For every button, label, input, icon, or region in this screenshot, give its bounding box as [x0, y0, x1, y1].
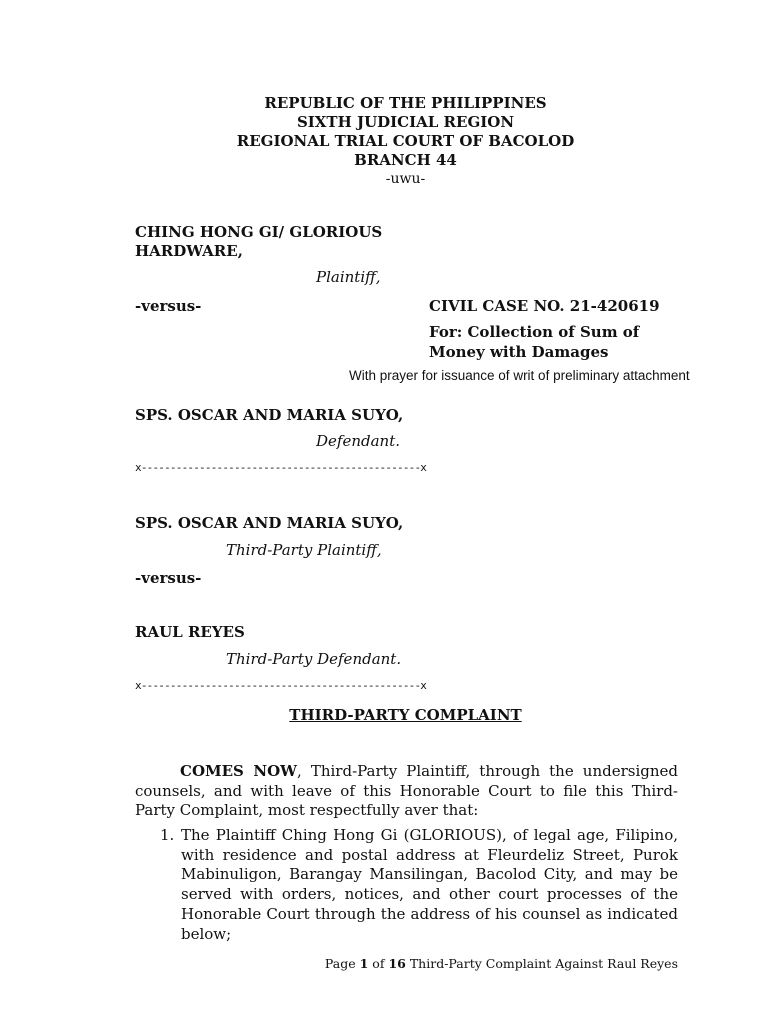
plaintiff-role: Plaintiff,: [316, 268, 381, 286]
plaintiff-name-line1: CHING HONG GI/ GLORIOUS: [135, 223, 383, 241]
third-party-plaintiff-name: SPS. OSCAR AND MARIA SUYO,: [135, 514, 404, 532]
defendant-name: SPS. OSCAR AND MARIA SUYO,: [135, 406, 404, 424]
third-party-defendant-role: Third-Party Defendant.: [226, 650, 402, 668]
plaintiff-name-line2: HARDWARE,: [135, 242, 243, 260]
prayer-note: With prayer for issuance of writ of preliminary attachment: [349, 368, 690, 383]
defendant-role: Defendant.: [316, 432, 400, 450]
court-header-republic: REPUBLIC OF THE PHILIPPINES: [264, 94, 547, 112]
case-nature-line2: Money with Damages: [429, 343, 609, 361]
court-header-branch: BRANCH 44: [354, 151, 457, 169]
footer-document-title: Third-Party Complaint Against Raul Reyes: [409, 956, 678, 971]
caption-separator: x------------------------------------------------x: [135, 461, 427, 474]
court-header-region: SIXTH JUDICIAL REGION: [296, 113, 515, 131]
intro-text: , Third-Party Plaintiff, through the undersigned counsels, and with leave of this Honorable Court to file this Third-Party Complaint, most respectfully aver that:: [135, 762, 678, 820]
third-party-defendant-name: RAUL REYES: [135, 623, 245, 641]
intro-lead: COMES NOW: [180, 762, 298, 780]
versus-label: -versus-: [135, 297, 202, 315]
page-footer: [325, 956, 678, 971]
court-header-mark: -uwu-: [385, 171, 426, 187]
third-party-plaintiff-role: Third-Party Plaintiff,: [226, 541, 382, 559]
document-title: THIRD-PARTY COMPLAINT: [289, 706, 522, 724]
court-header-court: REGIONAL TRIAL COURT OF BACOLOD: [236, 132, 575, 150]
footer-page-word: Page: [324, 956, 356, 971]
intro-paragraph: [135, 762, 678, 821]
item-number: 1.: [160, 826, 175, 844]
footer-of-word: of: [372, 956, 385, 971]
case-number: CIVIL CASE NO. 21-420619: [429, 297, 660, 315]
caption-separator-2: x------------------------------------------------x: [135, 679, 427, 692]
item-text: The Plaintiff Ching Hong Gi (GLORIOUS), of legal age, Filipino, with residence and postal address at Fleurdeliz Street, Purok Mabinuligon, Barangay Mansilingan, Bacolod City, and may be served with orders, notices, and other court processes of the Honorable Court through the address of his counsel as indicated below;: [181, 826, 678, 943]
footer-page-total: 16: [388, 956, 406, 971]
case-nature-line1: For: Collection of Sum of: [429, 323, 640, 341]
footer-page-number: 1: [359, 956, 369, 971]
versus-label-2: -versus-: [135, 569, 202, 587]
